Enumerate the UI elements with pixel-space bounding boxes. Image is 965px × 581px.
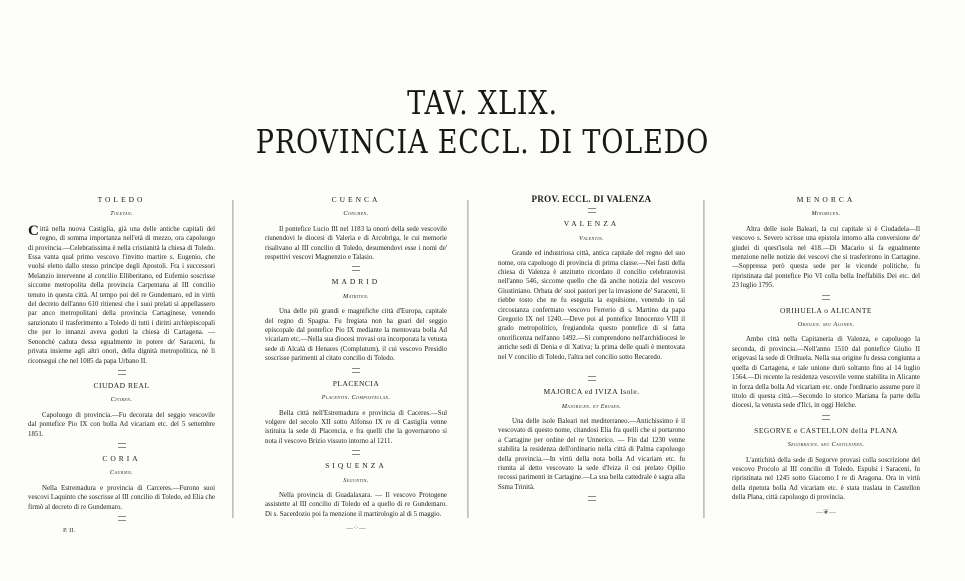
section-text: Nella provincia di Guadalaxara. — Il vescovo Protogene assistette al III concilio di Toledo ed a quello di re Gundemaro. Di s. Sacerdozio poi fa menzione il martirologio al di 5 maggio.: [265, 491, 447, 518]
section-heading: MENORCA: [796, 195, 856, 204]
section-heading: CORIA: [102, 453, 141, 463]
latin-name: Minoricen.: [811, 210, 841, 218]
end-ornament: —❦—: [816, 507, 836, 516]
separator-rule: [588, 496, 596, 501]
latin-name: Caurien.: [109, 469, 134, 477]
dropcap-letter: C: [28, 222, 39, 239]
section-text: Una delle più grandi e magnifiche città d'Europa, capitale del regno di Spagna. Fu fregiata non ha guari del seggio episcopale dal pontefice Pio IX mediante la mentovata bolla Ad vicariam etc.—Nella sua diocesi trovasi ora incorporata la vetusta sede di Alcalà di Henares (Complutum), il cui vescovo Presidio soscrisse parimenti al citato concilio di Toledo.: [265, 308, 447, 363]
end-ornament: —⁘—: [346, 524, 366, 533]
section-heading: SIQUENZA: [325, 461, 387, 471]
separator-rule: [118, 443, 126, 448]
province-heading: PROV. ECCL. DI VALENZA: [531, 194, 652, 204]
section-heading: MADRID: [331, 277, 381, 287]
column-menorca: [732, 195, 920, 517]
page-signature: P. II.: [63, 527, 76, 534]
separator-rule: [352, 368, 360, 373]
plate-title: [0, 84, 965, 162]
section-text: Altra delle isole Baleari, la cui capitale si è Ciudadela—Il vescovo s. Severo scrisse una epistola intorno alla conversione de' giudei di quest'isola nel 418.—Di Macario si fa egualmente menzione nelle notizie dei vescovi che si trasferirono in Cartagine.—Soppressa però questa sede per le vicende politiche, fu ripristinata dal pontefice Pio VI colla bella Ineffabilis Dei etc. del 23 luglio 1795.: [732, 225, 920, 290]
section-text: Città nella nuova Castiglia, già una delle antiche capitali del regno, di somma importanza nell'età di mezzo, ora capoluogo di provincia.—Celebratissima è nella cristianità la chiesa di Toledo. Essa vanta qual primo vescovo l'invitto martire s. Eugenio, che vuolsi eletto dallo stesso principe degli Apostoli. Fra i successori Melanzio intervenne al concilio Elliberitano, ed Eufemio soscrisse siccome metropolita della provincia Carpentana al III concilio tenuto in questa città. Al tempo poi del re Gundemaro, ed in virtù del decreto dell'anno 610 ritienesi che i suoi prelati si appellassero par anco metropolitani della provincia Cartaginese, venendo sanzionato il trasferimento a Toledo di tutti i diritti archiepiscopali che per lo innanzi aveva goduti la chiesa di Cartagena. — Senonchè caduta dessa egualmente in potere de' Saraceni, fu privata insieme agli altri onori, della dignità metropolitica, nè li riconseguì che nel 1085 da papa Urbano II.: [28, 222, 215, 365]
column-divider: [467, 200, 469, 518]
separator-rule: [118, 516, 126, 521]
section-text: L'antichità della sede di Segorve provasi colla soscrizione del vescovo Procolo al III concilio di Toledo. Espulsi i Saraceni, fu ripristinata nel 1245 sotto Giacomo I re di Aragona. Ora in virtù della ripetuta bolla Ad vicariam etc. è stata traslata in Castellon della Plana, città capoluogo di provincia.: [732, 456, 920, 502]
latin-name: Matriten.: [342, 292, 370, 300]
section-text: Bella città nell'Estremadura e provincia di Caceres.—Sul volgere del secolo XII sotto Alfonso IX re di Castiglia venne istituita la sede di Placencia, e fra quelli che la governarono si nota il vescovo Brizio vissuto intorno al 1211.: [265, 409, 447, 445]
plate-number: TAV. XLIX.: [407, 83, 558, 122]
latin-name: Oriolen. seu Alonen.: [797, 321, 855, 329]
latin-name: Seguntin.: [343, 476, 369, 484]
section-heading: SEGORVE e CASTELLON della PLANA: [754, 425, 898, 435]
latin-name: Segobricen. seu Castilionen.: [787, 441, 865, 449]
latin-name: Toletan.: [110, 210, 133, 218]
separator-rule: [118, 370, 126, 375]
column-valenza: [498, 195, 685, 507]
latin-name: Civiren.: [110, 396, 133, 404]
section-heading: CUENCA: [331, 195, 381, 204]
section-heading: VALENZA: [563, 219, 620, 229]
section-heading: PLACENCIA: [332, 378, 380, 388]
separator-rule: [588, 208, 596, 213]
separator-rule: [352, 450, 360, 455]
section-heading: ORIHUELA o ALICANTE: [780, 305, 872, 315]
column-divider: [232, 200, 234, 518]
latin-name: Placentin. Compostellan.: [321, 394, 391, 402]
separator-rule: [822, 415, 830, 420]
section-heading: CIUDAD REAL: [93, 380, 150, 390]
section-text: Nella Estremadura e provincia di Carceres.—Furono suoi vescovi Laquinto che soscrisse al III concilio di Toledo, ed Elia che firmò al decreto di re Gundemaro.: [28, 484, 215, 511]
section-text: Una delle isole Baleari nel mediterraneo.—Antichissimo è il vescovato di questo nome, citandosi Elia fra quelli che si portarono a Cartagine per ordine del re Unnerico. — Fin dal 1230 venne stabilita la residenza dell'ordinario nella città di Palma capoluogo della provincia.—In virtù della nota bolla Ad vicariam etc. fu riunita al detto vescovato la sede d'Iviza il cui prelato Opilio recossi parimenti in Cartagine.—La sua bella cattedrale è sagra alla Ssma Trinità.: [498, 417, 685, 491]
section-heading: TOLEDO: [97, 195, 146, 204]
section-heading: MAJORCA ed IVIZA Isole.: [543, 387, 640, 397]
latin-name: Conchen.: [343, 210, 369, 218]
separator-rule: [588, 376, 596, 381]
latin-name: Majoricen. et Ebusen.: [561, 402, 622, 410]
province-title: PROVINCIA ECCL. DI TOLEDO: [255, 122, 710, 161]
latin-name: Valentin.: [578, 234, 605, 242]
section-text: Capoluogo di provincia.—Fu decorata del seggio vescovile dal pontefice Pio IX con bolla Ad vicariam etc. del 5 settembre 1851.: [28, 411, 215, 438]
section-text: Il pontefice Lucio III nel 1183 la onorò della sede vescovile riunendovi le diocesi di Valeria e di Arcobriga, le cui memorie risalivano al III concilio di Toledo, desumendovi esse i nomi de' respettivi vescovi Magnenzio e Talasio.: [265, 225, 447, 262]
column-toledo: [28, 195, 215, 527]
separator-rule: [352, 266, 360, 271]
column-divider: [703, 200, 705, 518]
column-cuenca: [265, 195, 447, 534]
separator-rule: [822, 295, 830, 300]
section-text: Grande ed industriosa città, antica capitale del regno del suo nome, ora capoluogo di provincia di prima classe.—Nei fasti della chiesa di Valenza è anzitutto ricordato il concilio celebratovisi nell'anno 546, siccome quello che dà anche notizia del vescovo Giustiniano. Orbata de' suoi pastori per la invasione de' Saraceni, li riebbe tosto che ne fu eseguita la espulsione, venendo in tal circostanza confermato vescovo Ferrerio di s. Martino da papa Gregorio IX nel 1240.—Deve poi al pontefice Innocenzo VIII il grado metropolitico, fregiandola questo pontefice di sì fatta onorificenza nell'anno 1492.—Si comprendono nell'archidiocesi le antiche sedi di Denia e di Xativa; la prima delle quali è mentovata nel V concilio di Toledo, l'altra nel concilio sotto Recaredo.: [498, 250, 685, 361]
section-text: Ambo città nella Capitaneria di Valenza, e capoluogo la seconda, di provincia.—Nell'anno 1510 dal pontefice Giulio II erigevasi la sede di Orihuela. Nella sua origine fu dessa congiunta a quella di Cartagena, e tale unione durò soltanto fino al 14 luglio 1564.—Di recente la residenza vescovile venne stabilita in Alicante in forza della bolla Ad vicariam etc. onde l'ordinario assume pure il titolo di questa città.—Secondo lo storico Mariana fa parte della diocesi, la vetusta sede d'Ilci, in oggi Helche.: [732, 336, 920, 410]
